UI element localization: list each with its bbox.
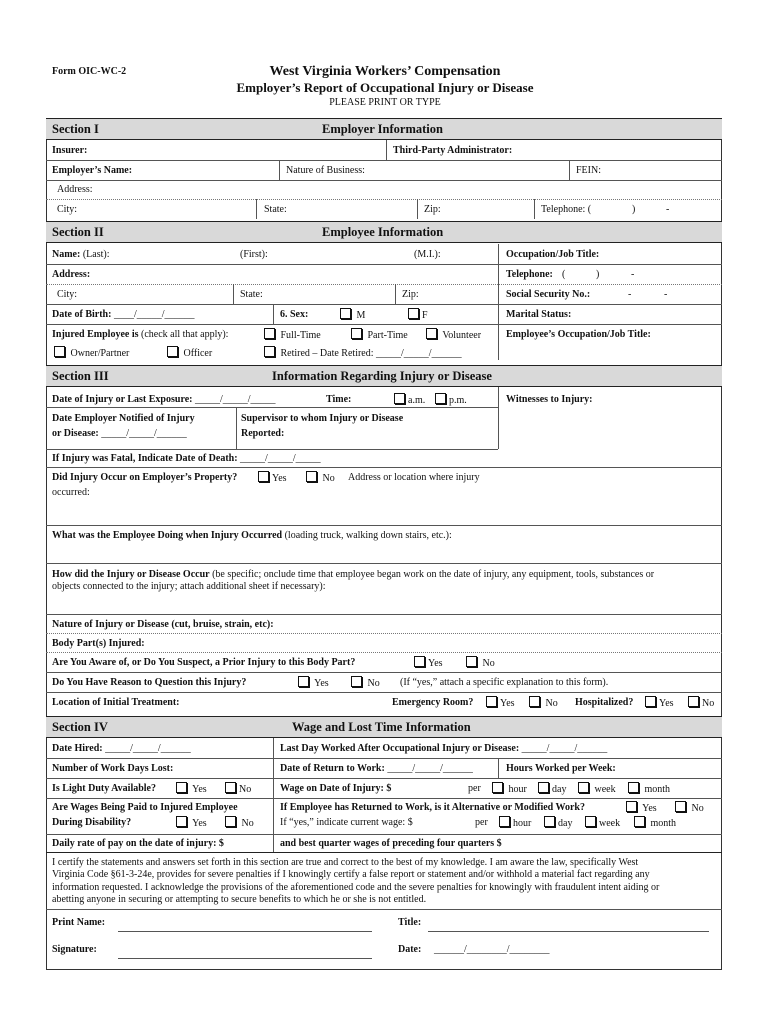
divider [498, 244, 499, 360]
employee-zip-field[interactable]: Zip: [402, 289, 419, 300]
injury-location-field[interactable]: Address or location where injury [348, 472, 480, 483]
time-field[interactable]: Time: [326, 394, 352, 405]
divider [273, 304, 274, 324]
question-injury-label: Do You Have Reason to Question this Injury? [52, 677, 247, 688]
date-of-injury-field[interactable]: Date of Injury or Last Exposure: _____/_____/_____ [52, 394, 276, 405]
work-days-lost-field[interactable]: Number of Work Days Lost: [52, 763, 174, 774]
wage-week-checkbox[interactable]: week [578, 782, 616, 795]
retired-checkbox[interactable]: Retired – Date Retired: _____/_____/______ [264, 346, 462, 359]
employer-zip-field[interactable]: Zip: [424, 204, 441, 215]
sex-label: 6. Sex: [280, 309, 309, 320]
tpa-field[interactable]: Third-Party Administrator: [393, 145, 513, 156]
sex-f-checkbox[interactable]: F [408, 308, 428, 321]
employer-name-field[interactable]: Employer’s Name: [52, 165, 133, 176]
insurer-field[interactable]: Insurer: [52, 145, 88, 156]
section-1-title: Employer Information [322, 122, 443, 136]
am-checkbox[interactable]: a.m. [394, 393, 425, 406]
witnesses-field[interactable]: Witnesses to Injury: [506, 394, 593, 405]
divider [233, 284, 234, 304]
pm-checkbox[interactable]: p.m. [435, 393, 467, 406]
body-parts-field[interactable]: Body Part(s) Injured: [52, 638, 145, 649]
signature-date-field[interactable]: ______/________/________ [434, 944, 550, 955]
employee-address-field[interactable]: Address: [52, 269, 91, 280]
prior-injury-question: Are You Aware of, or Do You Suspect, a Prior Injury to this Body Part? [52, 657, 356, 668]
current-week-checkbox[interactable]: week [585, 816, 620, 829]
light-yes-checkbox[interactable]: Yes [176, 782, 207, 795]
hosp-no-checkbox[interactable]: No [688, 696, 714, 709]
date-hired-field[interactable]: Date Hired: _____/_____/______ [52, 743, 191, 754]
date-notified-field[interactable]: or Disease: _____/_____/______ [52, 428, 187, 439]
employee-doing-field[interactable]: What was the Employee Doing when Injury Occurred (loading truck, walking down stairs, etc.): [52, 530, 452, 541]
section-1-header [46, 118, 722, 140]
wages-paid-label: Are Wages Being Paid to Injured Employee [52, 802, 238, 813]
volunteer-checkbox[interactable]: Volunteer [426, 328, 481, 341]
how-injury-occurred-field[interactable]: How did the Injury or Disease Occur (be specific; onclude time that employee began work on the date of injury, any equipment, tools, substances or [52, 569, 655, 580]
occurred-label: occurred: [52, 487, 90, 498]
fein-field[interactable]: FEIN: [576, 165, 601, 176]
tel-close-paren: ) [596, 269, 600, 280]
divider [46, 180, 722, 181]
returned-no-checkbox[interactable]: No [675, 801, 704, 814]
divider [46, 449, 498, 450]
wage-hour-checkbox[interactable]: hour [492, 782, 527, 795]
daily-rate-field[interactable]: Daily rate of pay on the date of injury: $ [52, 838, 224, 849]
section-4-title: Wage and Lost Time Information [292, 720, 471, 734]
officer-checkbox[interactable]: Officer [167, 346, 212, 359]
divider [46, 467, 722, 468]
wage-day-checkbox[interactable]: day [538, 782, 566, 795]
er-no-checkbox[interactable]: No [529, 696, 558, 709]
property-no-checkbox[interactable]: No [306, 471, 335, 484]
divider [46, 778, 722, 779]
tel-dash: - [666, 204, 670, 215]
divider [498, 758, 499, 778]
print-name-input-line[interactable] [118, 931, 372, 932]
current-month-checkbox[interactable]: month [634, 816, 676, 829]
divider [46, 160, 722, 161]
employer-state-field[interactable]: State: [264, 204, 287, 215]
per-label: per [475, 817, 488, 828]
supervisor-label: Supervisor to whom Injury or Disease [241, 413, 404, 424]
tel-close-paren: ) [632, 204, 636, 215]
prior-no-checkbox[interactable]: No [466, 656, 495, 669]
section-4-label: Section IV [52, 720, 108, 734]
wage-month-checkbox[interactable]: month [628, 782, 670, 795]
returned-yes-checkbox[interactable]: Yes [626, 801, 657, 814]
during-disability-label: During Disability? [52, 817, 132, 828]
divider [46, 284, 722, 285]
property-yes-checkbox[interactable]: Yes [258, 471, 287, 484]
wage-field[interactable]: Wage on Date of Injury: $ [280, 783, 392, 794]
signature-input-line[interactable] [118, 958, 372, 959]
first-name-field[interactable]: (First): [240, 249, 268, 260]
divider [46, 852, 722, 853]
divider [46, 304, 722, 305]
returned-work-question: If Employee has Returned to Work, is it Alternative or Modified Work? [280, 802, 585, 813]
return-date-field[interactable]: Date of Return to Work: _____/_____/______ [280, 763, 473, 774]
divider [46, 324, 722, 325]
form-id: Form OIC-WC-2 [52, 66, 127, 77]
ssn-field[interactable]: Social Security No.: [506, 289, 591, 300]
date-label: Date: [398, 944, 422, 955]
owner-partner-checkbox[interactable]: Owner/Partner [54, 346, 129, 359]
section-1-label: Section I [52, 122, 99, 136]
dob-field[interactable]: Date of Birth: ____/_____/______ [52, 309, 195, 320]
hospitalized-label: Hospitalized? [575, 697, 634, 708]
divider [46, 407, 498, 408]
divider [46, 798, 722, 799]
hours-per-week-field[interactable]: Hours Worked per Week: [506, 763, 616, 774]
light-no-checkbox[interactable]: No [225, 782, 251, 795]
section-3-header [46, 365, 722, 387]
employee-occupation-field[interactable]: Employee’s Occupation/Job Title: [506, 329, 651, 340]
form-subtitle: Employer’s Report of Occupational Injury or Disease [236, 80, 534, 95]
hosp-yes-checkbox[interactable]: Yes [645, 696, 674, 709]
property-question: Did Injury Occur on Employer’s Property? [52, 472, 238, 483]
section-2-header [46, 221, 722, 243]
divider [46, 199, 722, 200]
prior-yes-checkbox[interactable]: Yes [414, 656, 443, 669]
question-no-checkbox[interactable]: No [351, 676, 380, 689]
divider [395, 284, 396, 304]
injured-employee-label: Injured Employee is (check all that apply): [52, 329, 229, 340]
signature-label: Signature: [52, 944, 97, 955]
divider [569, 160, 570, 180]
nature-of-injury-field[interactable]: Nature of Injury or Disease (cut, bruise, strain, etc): [52, 619, 274, 630]
title-input-line[interactable] [428, 931, 709, 932]
divider [417, 199, 418, 219]
wages-yes-checkbox[interactable]: Yes [176, 816, 207, 829]
divider [498, 387, 499, 449]
employer-address-field[interactable]: Address: [57, 184, 93, 195]
divider [236, 407, 237, 449]
tel-dash: - [631, 269, 635, 280]
divider [46, 758, 722, 759]
print-instruction: PLEASE PRINT OR TYPE [329, 97, 441, 108]
initial-treatment-field[interactable]: Location of Initial Treatment: [52, 697, 180, 708]
employee-state-field[interactable]: State: [240, 289, 263, 300]
ssn-dash: - [628, 289, 632, 300]
current-hour-checkbox[interactable]: hour [499, 816, 531, 829]
employee-city-field[interactable]: City: [57, 289, 78, 300]
current-wage-field[interactable]: If “yes,” indicate current wage: $ [280, 817, 413, 828]
section-2-title: Employee Information [322, 225, 444, 239]
part-time-checkbox[interactable]: Part-Time [351, 328, 408, 341]
certification-text: I certify the statements and answers set forth in this section are true and correct to the best of my knowledge. I am aware the law, specifically West Virginia Code §61-3-24e, provides for severe penalties if I knowingly certify a false report or statement and/or withhold a material fact regarding any information requested. I acknowledge the provisions of the aforementioned code and the severe penalties for knowingly with fraudulent intent aiding or abetting anyone in securing or attempting to secure benefits to which he or she is not entitled. [52, 857, 660, 905]
full-time-checkbox[interactable]: Full-Time [264, 328, 321, 341]
section-3-title: Information Regarding Injury or Disease [272, 369, 492, 383]
employer-city-field[interactable]: City: [57, 204, 78, 215]
section-2-label: Section II [52, 225, 104, 239]
divider [46, 909, 722, 910]
supervisor-field[interactable]: Reported: [241, 428, 285, 439]
question-yes-checkbox[interactable]: Yes [298, 676, 329, 689]
section-3-label: Section III [52, 369, 109, 383]
employee-name-field[interactable]: Name: (Last): [52, 249, 110, 260]
marital-status-field[interactable]: Marital Status: [506, 309, 572, 320]
er-label: Emergency Room? [392, 697, 474, 708]
current-day-checkbox[interactable]: day [544, 816, 572, 829]
last-day-worked-field[interactable]: Last Day Worked After Occupational Injury or Disease: _____/_____/______ [280, 743, 608, 754]
date-of-death-field[interactable]: If Injury was Fatal, Indicate Date of Death: _____/_____/_____ [52, 453, 321, 464]
light-duty-label: Is Light Duty Available? [52, 783, 156, 794]
tel-open-paren: ( [562, 269, 566, 280]
how-hint-continued: objects connected to the injury; attach additional sheet if necessary): [52, 581, 326, 592]
form-title: West Virginia Workers’ Compensation [269, 64, 501, 79]
divider [46, 614, 722, 615]
divider [46, 264, 722, 265]
section-4-header [46, 716, 722, 738]
employee-telephone-field[interactable]: Telephone: [506, 269, 553, 280]
divider [386, 140, 387, 160]
per-label: per [468, 783, 481, 794]
divider [46, 525, 722, 526]
best-quarter-field[interactable]: and best quarter wages of preceding four quarters $ [280, 838, 502, 849]
ssn-dash: - [664, 289, 668, 300]
divider [256, 199, 257, 219]
divider [279, 160, 280, 180]
divider [46, 692, 722, 693]
print-name-label: Print Name: [52, 917, 106, 928]
divider [46, 652, 722, 653]
divider [46, 672, 722, 673]
sex-m-checkbox[interactable]: M [340, 308, 365, 321]
date-notified-label: Date Employer Notified of Injury [52, 413, 195, 424]
er-yes-checkbox[interactable]: Yes [486, 696, 515, 709]
divider [46, 834, 722, 835]
occupation-field[interactable]: Occupation/Job Title: [506, 249, 600, 260]
title-label: Title: [398, 917, 422, 928]
mi-field[interactable]: (M.I.): [414, 249, 441, 260]
nature-of-business-field[interactable]: Nature of Business: [286, 165, 365, 176]
if-yes-instruction: (If “yes,” attach a specific explanation to this form). [400, 677, 609, 688]
divider [534, 199, 535, 219]
divider [46, 633, 722, 634]
wages-no-checkbox[interactable]: No [225, 816, 254, 829]
divider [46, 563, 722, 564]
employer-telephone-field[interactable]: Telephone: ( [541, 204, 592, 215]
